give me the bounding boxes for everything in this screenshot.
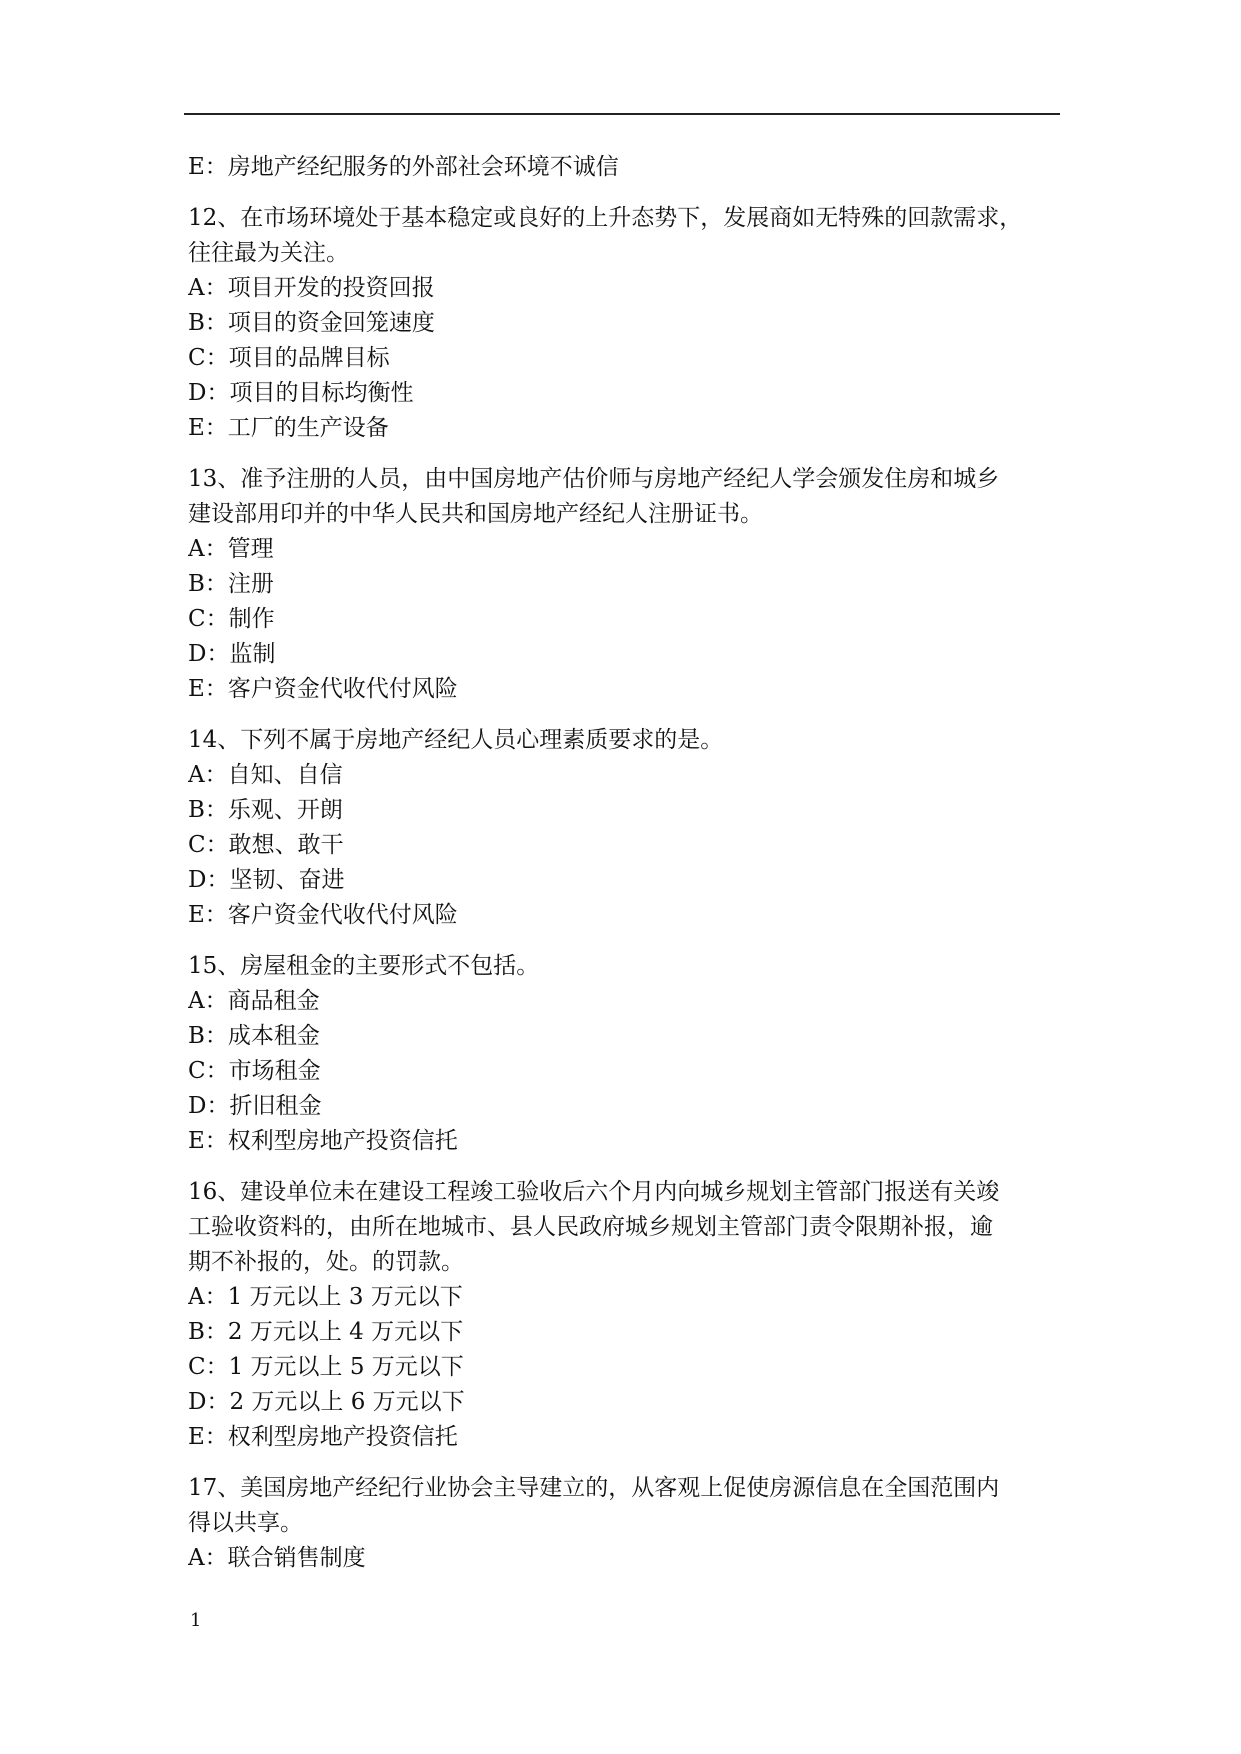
question-stem-line: 期不补报的，处。的罚款。 [188, 1249, 464, 1275]
question-block [188, 201, 1062, 446]
option-line: A：项目开发的投资回报 [188, 275, 435, 301]
header-rule [184, 113, 1060, 115]
option-line: A：联合销售制度 [188, 1545, 366, 1571]
option-line: D：项目的目标均衡性 [188, 380, 414, 406]
question-stem [188, 1175, 1062, 1280]
question-gap [188, 446, 1062, 462]
question-gap [188, 933, 1062, 949]
option-line: D：坚韧、奋进 [188, 867, 345, 893]
question-stem-line: 12、在市场环境处于基本稳定或良好的上升态势下，发展商如无特殊的回款需求， [188, 205, 1023, 231]
question-gap [188, 1455, 1062, 1471]
question-stem-line: 往往最为关注。 [188, 240, 349, 266]
question-block [188, 462, 1062, 707]
question-stem-line: 13、准予注册的人员，由中国房地产估价师与房地产经纪人学会颁发住房和城乡 [188, 466, 1000, 492]
question-stem-line: 17、美国房地产经纪行业协会主导建立的，从客观上促使房源信息在全国范围内 [188, 1475, 1000, 1501]
opening-option-line: E：房地产经纪服务的外部社会环境不诚信 [188, 154, 619, 180]
question-stem-line: 16、建设单位未在建设工程竣工验收后六个月内向城乡规划主管部门报送有关竣 [188, 1179, 1000, 1205]
option-line: A：管理 [188, 536, 274, 562]
question-gap [188, 185, 1062, 201]
document-body [188, 150, 1062, 1576]
option-list [188, 532, 1062, 707]
question-stem [188, 462, 1062, 532]
option-line: E：权利型房地产投资信托 [188, 1424, 458, 1450]
question-block [188, 949, 1062, 1159]
option-line: D：2 万元以上 6 万元以下 [188, 1389, 465, 1415]
question-stem [188, 1471, 1062, 1541]
option-line: B：2 万元以上 4 万元以下 [188, 1319, 464, 1345]
option-line: C：项目的品牌目标 [188, 345, 390, 371]
option-list [188, 271, 1062, 446]
option-line: E：工厂的生产设备 [188, 415, 389, 441]
option-line: E：客户资金代收代付风险 [188, 902, 458, 928]
question-stem-line: 14、下列不属于房地产经纪人员心理素质要求的是。 [188, 727, 724, 753]
page-number: 1 [190, 1610, 202, 1631]
option-line: C：敢想、敢干 [188, 832, 344, 858]
option-line: B：项目的资金回笼速度 [188, 310, 435, 336]
question-block [188, 723, 1062, 933]
question-stem [188, 949, 1062, 984]
option-list [188, 1280, 1062, 1455]
option-line: E：权利型房地产投资信托 [188, 1128, 458, 1154]
option-line: C：1 万元以上 5 万元以下 [188, 1354, 464, 1380]
option-line: B：注册 [188, 571, 274, 597]
option-list [188, 984, 1062, 1159]
question-stem-line: 建设部用印并的中华人民共和国房地产经纪人注册证书。 [188, 501, 763, 527]
question-stem-line: 工验收资料的，由所在地城市、县人民政府城乡规划主管部门责令限期补报，逾 [188, 1214, 993, 1240]
question-stem-line: 15、房屋租金的主要形式不包括。 [188, 953, 540, 979]
question-list [188, 185, 1062, 1576]
option-line: B：成本租金 [188, 1023, 320, 1049]
option-list [188, 758, 1062, 933]
question-stem-line: 得以共享。 [188, 1510, 303, 1536]
question-block [188, 1175, 1062, 1455]
question-block [188, 1471, 1062, 1576]
question-gap [188, 1159, 1062, 1175]
option-line: A：商品租金 [188, 988, 320, 1014]
question-gap [188, 707, 1062, 723]
option-line: A：1 万元以上 3 万元以下 [188, 1284, 463, 1310]
option-line: B：乐观、开朗 [188, 797, 343, 823]
question-stem [188, 201, 1062, 271]
option-line: D：监制 [188, 641, 276, 667]
option-line: E：客户资金代收代付风险 [188, 676, 458, 702]
option-list [188, 1541, 1062, 1576]
option-line: C：制作 [188, 606, 275, 632]
option-line: D：折旧租金 [188, 1093, 322, 1119]
question-stem [188, 723, 1062, 758]
option-line: C：市场租金 [188, 1058, 321, 1084]
option-line: A：自知、自信 [188, 762, 343, 788]
